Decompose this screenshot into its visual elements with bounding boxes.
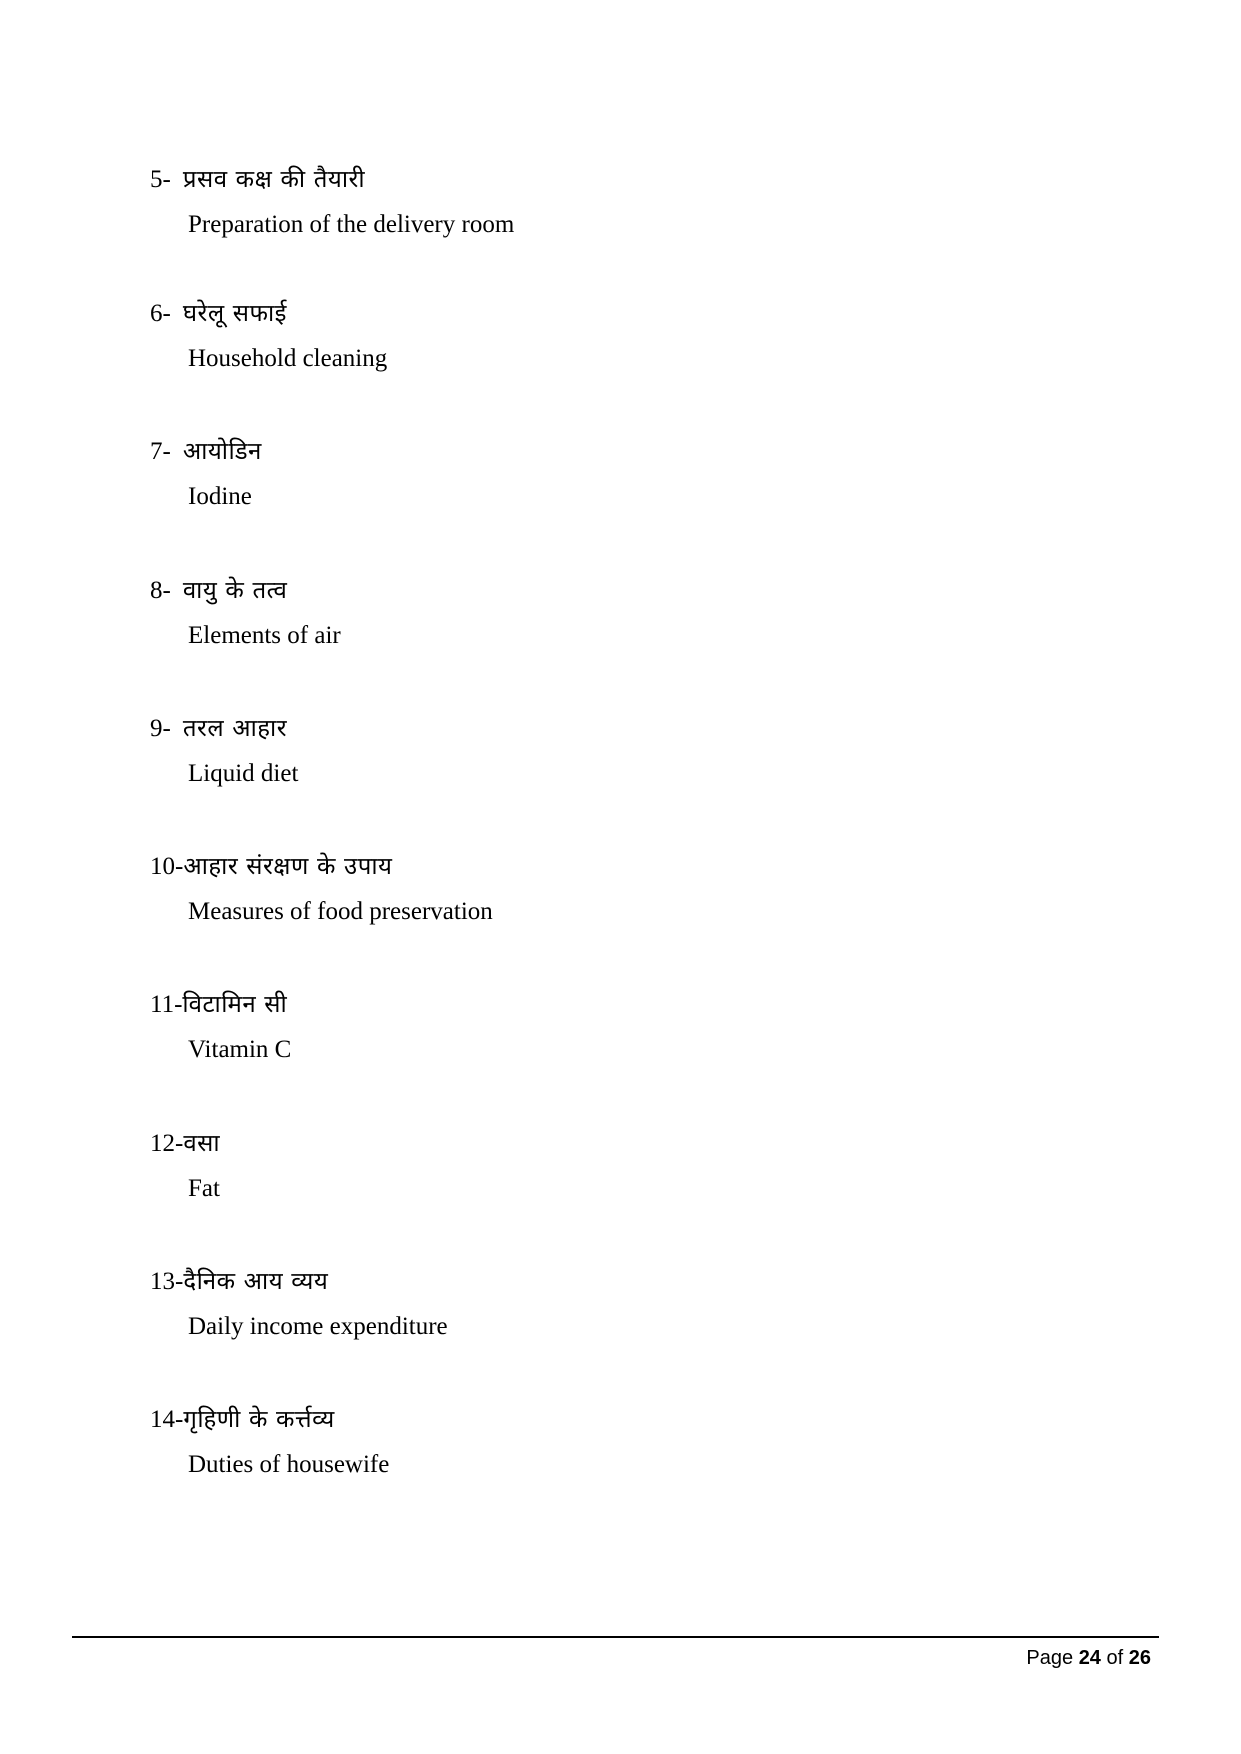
list-item	[150, 711, 1150, 789]
page-current: 24	[1078, 1647, 1101, 1669]
hindi-heading	[150, 1126, 1150, 1161]
hindi-text: विटामिन सी	[182, 990, 288, 1018]
english-translation: Preparation of the delivery room	[188, 211, 515, 238]
hindi-text: प्रसव कक्ष की तैयारी	[182, 165, 366, 193]
list-item	[150, 849, 1150, 927]
list-item	[150, 573, 1150, 651]
hindi-text: वायु के तत्व	[182, 576, 288, 604]
list-item	[150, 987, 1150, 1065]
page-number-footer	[1026, 1644, 1151, 1672]
item-number: 7-	[150, 438, 171, 465]
english-translation: Iodine	[188, 483, 252, 510]
english-translation: Fat	[188, 1175, 220, 1202]
item-number: 11-	[150, 991, 183, 1018]
hindi-heading	[150, 162, 1150, 197]
hindi-text: घरेलू सफाई	[182, 299, 287, 327]
page-total: 26	[1128, 1647, 1151, 1669]
hindi-text: आहार संरक्षण के उपाय	[183, 852, 393, 880]
hindi-heading	[150, 987, 1150, 1022]
english-translation: Measures of food preservation	[188, 898, 493, 925]
list-item	[150, 1264, 1150, 1342]
hindi-heading	[150, 711, 1150, 746]
page-label: Page	[1026, 1647, 1074, 1669]
list-item	[150, 296, 1150, 374]
hindi-heading	[150, 434, 1150, 469]
item-number: 13-	[150, 1268, 184, 1295]
item-number: 14-	[150, 1406, 184, 1433]
english-translation: Duties of housewife	[188, 1451, 390, 1478]
item-number: 5-	[150, 166, 171, 193]
english-translation: Elements of air	[188, 622, 341, 649]
list-item	[150, 1402, 1150, 1480]
hindi-text: दैनिक आय व्यय	[183, 1267, 329, 1295]
english-translation: Daily income expenditure	[188, 1313, 448, 1340]
list-item	[150, 162, 1150, 240]
english-translation: Liquid diet	[188, 760, 299, 787]
hindi-text: आयोडिन	[182, 437, 262, 465]
hindi-heading	[150, 1402, 1150, 1437]
hindi-text: तरल आहार	[182, 714, 288, 742]
list-item	[150, 434, 1150, 512]
english-translation: Vitamin C	[188, 1036, 292, 1063]
footer-divider	[72, 1636, 1159, 1638]
list-item	[150, 1126, 1150, 1204]
item-number: 8-	[150, 577, 171, 604]
hindi-heading	[150, 296, 1150, 331]
hindi-text: वसा	[183, 1129, 221, 1157]
item-number: 9-	[150, 715, 171, 742]
english-translation: Household cleaning	[188, 345, 388, 372]
of-label: of	[1106, 1647, 1124, 1669]
hindi-text: गृहिणी के कर्त्तव्य	[183, 1405, 335, 1433]
hindi-heading	[150, 1264, 1150, 1299]
item-number: 12-	[150, 1130, 184, 1157]
item-number: 6-	[150, 300, 171, 327]
hindi-heading	[150, 849, 1150, 884]
hindi-heading	[150, 573, 1150, 608]
item-number: 10-	[150, 853, 184, 880]
